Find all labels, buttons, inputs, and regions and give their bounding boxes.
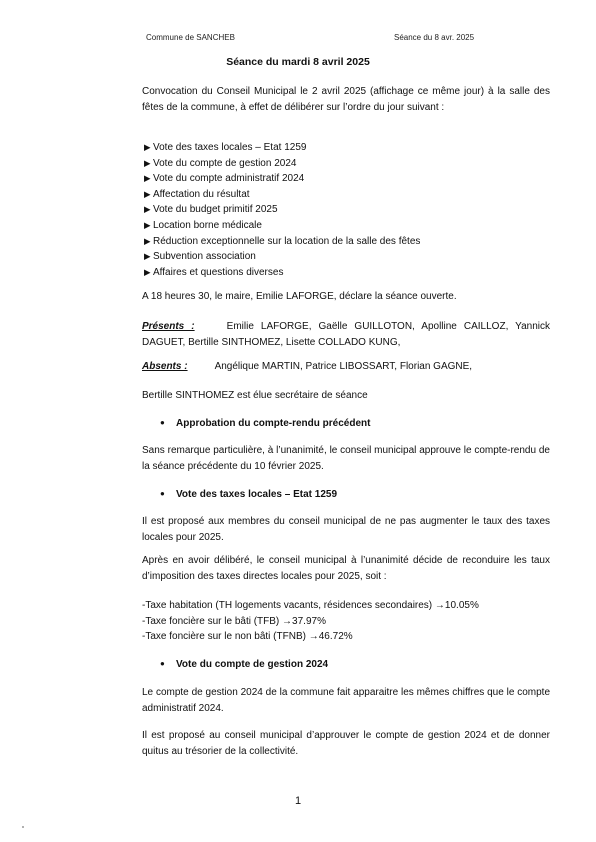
dot-bullet-icon: ● <box>160 659 165 668</box>
tax-rate-line: -Taxe foncière sur le non bâti (TFNB) →46.72% <box>142 631 353 642</box>
arrow-bullet-icon: ▶ <box>144 219 151 230</box>
tax-rate-line: -Taxe habitation (TH logements vacants, résidences secondaires) →10.05% <box>142 600 479 611</box>
arrow-bullet-icon: ▶ <box>144 251 151 262</box>
absents-label: Absents : <box>142 361 188 372</box>
presents-label: Présents : <box>142 321 195 332</box>
agenda-list <box>144 140 564 280</box>
section-heading: ● Approbation du compte-rendu précédent <box>160 418 371 429</box>
arrow-bullet-icon: ▶ <box>144 173 151 184</box>
opening-statement: A 18 heures 30, le maire, Emilie LAFORGE, déclare la séance ouverte. <box>142 291 457 302</box>
section-paragraph: Après en avoir délibéré, le conseil municipal à l’unanimité décide de reconduire les taux d’imposition des taxes directes locales pour 2025, soit : <box>142 555 550 582</box>
agenda-item: ▶ Vote du compte administratif 2024 <box>144 171 564 187</box>
agenda-item: ▶ Vote des taxes locales – Etat 1259 <box>144 140 564 156</box>
agenda-item: ▶ Vote du compte de gestion 2024 <box>144 156 564 172</box>
arrow-bullet-icon: ▶ <box>144 188 151 199</box>
scan-speck <box>22 826 24 828</box>
section-paragraph: Il est proposé au conseil municipal d’approuver le compte de gestion 2024 et de donner quitus au trésorier de la collectivité. <box>142 730 550 757</box>
agenda-item: ▶ Affectation du résultat <box>144 187 564 203</box>
section-paragraph: Sans remarque particulière, à l’unanimité, le conseil municipal approuve le compte-rendu de la séance précédente du 10 février 2025. <box>142 445 550 472</box>
secretary-statement: Bertille SINTHOMEZ est élue secrétaire de séance <box>142 390 368 401</box>
arrow-bullet-icon: ▶ <box>144 266 151 277</box>
page-title: Séance du mardi 8 avril 2025 <box>226 56 370 68</box>
arrow-bullet-icon: ▶ <box>144 235 151 246</box>
absents-list: Angélique MARTIN, Patrice LIBOSSART, Florian GAGNE, <box>214 361 473 372</box>
agenda-item: ▶ Affaires et questions diverses <box>144 265 564 281</box>
header-date: Séance du 8 avr. 2025 <box>394 33 475 42</box>
dot-bullet-icon: ● <box>160 418 165 427</box>
arrow-bullet-icon: ▶ <box>144 157 151 168</box>
agenda-item: ▶ Réduction exceptionnelle sur la location de la salle des fêtes <box>144 234 564 250</box>
convocation-paragraph: Convocation du Conseil Municipal le 2 avril 2025 (affichage ce même jour) à la salle des fêtes de la commune, à effet de délibérer sur l’ordre du jour suivant : <box>142 86 550 113</box>
absents-paragraph <box>142 359 550 375</box>
tax-rates-list <box>142 598 550 645</box>
header-commune: Commune de SANCHEB <box>146 33 235 42</box>
agenda-item: ▶ Vote du budget primitif 2025 <box>144 202 564 218</box>
page-number: 1 <box>294 795 302 807</box>
dot-bullet-icon: ● <box>160 489 165 498</box>
presents-list: Emilie LAFORGE, Gaëlle GUILLOTON, Apolline CAILLOZ, Yannick DAGUET, Bertille SINTHOMEZ, Lisette COLLADO KUNG, <box>142 321 551 348</box>
section-heading: ● Vote du compte de gestion 2024 <box>160 659 329 670</box>
tax-rate-line: -Taxe foncière sur le bâti (TFB) →37.97% <box>142 615 326 627</box>
section-paragraph: Le compte de gestion 2024 de la commune fait apparaitre les mêmes chiffres que le compte administratif 2024. <box>142 687 550 714</box>
section-heading: ● Vote des taxes locales – Etat 1259 <box>160 489 338 500</box>
agenda-item: ▶ Subvention association <box>144 249 564 265</box>
arrow-bullet-icon: ▶ <box>144 204 151 215</box>
section-paragraph: Il est proposé aux membres du conseil municipal de ne pas augmenter le taux des taxes locales pour 2025. <box>142 516 550 543</box>
agenda-item: ▶ Location borne médicale <box>144 218 564 234</box>
presents-paragraph <box>142 319 550 350</box>
arrow-bullet-icon: ▶ <box>144 142 151 152</box>
